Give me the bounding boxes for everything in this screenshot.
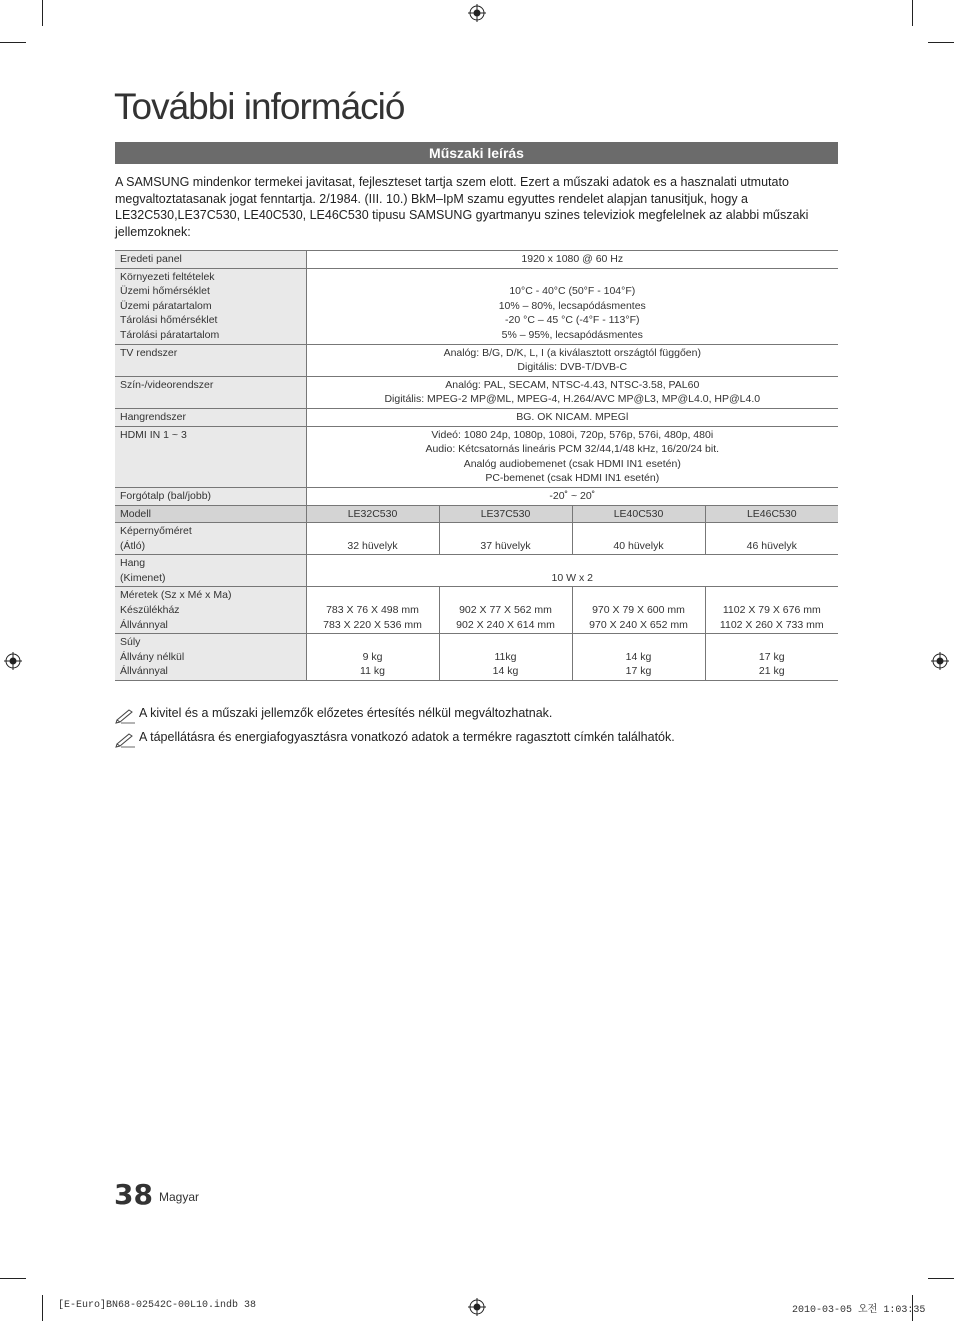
- spec-value: 10 W x 2: [306, 555, 838, 587]
- spec-label: Modell: [115, 505, 306, 523]
- table-row: [115, 523, 838, 555]
- pencil-note-icon: [115, 730, 139, 748]
- spec-label: HDMI IN 1 ~ 3: [115, 426, 306, 487]
- weight-stand: 14 kg: [492, 665, 519, 678]
- weight-body: 14 kg: [625, 650, 652, 663]
- page-number: 38: [114, 1178, 153, 1211]
- crop-mark-top-right-h: [928, 42, 954, 43]
- spec-cell: [306, 587, 439, 634]
- spec-value-line: PC-bemenet (csak HDMI IN1 esetén): [485, 472, 660, 485]
- weight-body: 17 kg: [758, 650, 785, 663]
- model-cell: LE37C530: [439, 505, 572, 523]
- table-row: [115, 555, 838, 587]
- dim-body: 783 X 76 X 498 mm: [326, 604, 419, 617]
- spec-value-line: Videó: 1080 24p, 1080p, 1080i, 720p, 576p, 576i, 480p, 480i: [431, 428, 714, 441]
- spec-value: [306, 426, 838, 487]
- spec-table: [115, 250, 838, 681]
- registration-mark-icon: [931, 652, 949, 670]
- page-title: További információ: [114, 86, 405, 127]
- spec-cell: [572, 634, 705, 681]
- crop-mark-top-left-v: [42, 0, 43, 26]
- spec-label-line: Képernyőméret: [120, 525, 192, 538]
- dim-body: 1102 X 79 X 676 mm: [722, 604, 821, 617]
- spec-cell: [705, 634, 838, 681]
- registration-mark-icon: [4, 652, 22, 670]
- model-cell: LE46C530: [705, 505, 838, 523]
- spec-label: [115, 523, 306, 555]
- spec-label-line: Tárolási páratartalom: [120, 328, 220, 341]
- dim-stand: 1102 X 260 X 733 mm: [719, 618, 824, 631]
- spec-label-line: Állvány nélkül: [120, 650, 185, 663]
- spec-label-line: Hang: [120, 557, 146, 570]
- spec-label-line: Környezeti feltételek: [120, 270, 215, 283]
- crop-mark-bottom-right-h: [928, 1278, 954, 1279]
- dim-stand: 783 X 220 X 536 mm: [323, 618, 422, 631]
- spec-cell: 40 hüvelyk: [572, 523, 705, 555]
- spec-value: 1920 x 1080 @ 60 Hz: [306, 251, 838, 269]
- dim-body: 902 X 77 X 562 mm: [459, 604, 552, 617]
- spec-label: Szín-/videorendszer: [115, 376, 306, 408]
- spec-cell: 46 hüvelyk: [705, 523, 838, 555]
- spec-label-line: Készülékház: [120, 604, 180, 617]
- spec-cell: [572, 587, 705, 634]
- spec-label-line: (Kimenet): [120, 571, 166, 584]
- crop-mark-bottom-left-v: [42, 1295, 43, 1321]
- spec-label: [115, 634, 306, 681]
- intro-paragraph: A SAMSUNG mindenkor termekei javitasat, fejleszteset tartja szem elott. Ezert a műszaki adatok es a hasznalati utmutato megvaltoztatasanak jogat fenntartja. 2/1984. (III. 10.) BkM–IpM szamu egyuttes rendelet alapjan tanusitjuk, hogy a LE32C530,LE37C530, LE40C530, LE46C530 tipusu SAMSUNG gyartmanyu szines televiziok megfelelnek az alabbi műszaki jellemzoknek:: [115, 175, 809, 239]
- spec-value: [306, 344, 838, 376]
- dim-stand: 970 X 240 X 652 mm: [589, 618, 688, 631]
- note-item: [115, 730, 675, 754]
- registration-mark-icon: [468, 1298, 486, 1316]
- spec-label: [115, 555, 306, 587]
- spec-value: [306, 268, 838, 344]
- registration-mark-icon: [468, 4, 486, 22]
- table-row: [115, 344, 838, 376]
- pencil-note-icon: [115, 706, 139, 724]
- crop-mark-bottom-left-h: [0, 1278, 26, 1279]
- dim-body: 970 X 79 X 600 mm: [592, 604, 685, 617]
- spec-cell: 32 hüvelyk: [306, 523, 439, 555]
- spec-cell: [439, 634, 572, 681]
- spec-label-line: Üzemi páratartalom: [120, 299, 212, 312]
- notes: [115, 706, 675, 754]
- spec-label-line: Üzemi hőmérséklet: [120, 285, 210, 298]
- table-row: [115, 268, 838, 344]
- spec-label-line: Állvánnyal: [120, 618, 168, 631]
- spec-value: BG. OK NICAM. MPEGl: [306, 408, 838, 426]
- crop-mark-top-left-h: [0, 42, 26, 43]
- page-language: Magyar: [159, 1190, 200, 1204]
- spec-value-line: Digitális: DVB-T/DVB-C: [517, 361, 628, 374]
- table-row: [115, 426, 838, 487]
- spec-label-line: (Átló): [120, 539, 146, 552]
- weight-stand: 21 kg: [758, 665, 785, 678]
- spec-value-line: 10°C - 40°C (50°F - 104°F): [509, 285, 636, 298]
- weight-body: 11kg: [494, 650, 517, 663]
- spec-label: Eredeti panel: [115, 251, 306, 269]
- spec-value: -20˚ ~ 20˚: [306, 487, 838, 505]
- crop-mark-top-right-v: [912, 0, 913, 26]
- table-row: [115, 505, 838, 523]
- spec-label-line: Tárolási hőmérséklet: [120, 314, 218, 327]
- model-cell: LE32C530: [306, 505, 439, 523]
- table-row: [115, 408, 838, 426]
- spec-value-line: Analóg: B/G, D/K, L, I (a kiválasztott országtól függően): [443, 346, 701, 359]
- spec-value-line: Digitális: MPEG-2 MP@ML, MPEG-4, H.264/AVC MP@L3, MP@L4.0, HP@L4.0: [384, 393, 761, 406]
- dim-stand: 902 X 240 X 614 mm: [456, 618, 555, 631]
- table-row: [115, 587, 838, 634]
- spec-label: TV rendszer: [115, 344, 306, 376]
- note-text: A tápellátásra és energiafogyasztásra vonatkozó adatok a termékre ragasztott címkén találhatók.: [139, 730, 675, 744]
- spec-value: [306, 376, 838, 408]
- spec-cell: [439, 587, 572, 634]
- table-row: [115, 251, 838, 269]
- spec-value-line: 10% – 80%, lecsapódásmentes: [498, 299, 646, 312]
- table-row: [115, 487, 838, 505]
- weight-body: 9 kg: [362, 650, 383, 663]
- spec-label: [115, 268, 306, 344]
- spec-label-line: Méretek (Sz x Mé x Ma): [120, 589, 232, 602]
- print-slug-file: [E-Euro]BN68-02542C-00L10.indb 38: [58, 1300, 257, 1311]
- spec-cell: [306, 634, 439, 681]
- spec-label: [115, 587, 306, 634]
- weight-stand: 11 kg: [360, 665, 385, 678]
- table-row: [115, 634, 838, 681]
- spec-value-line: Analóg: PAL, SECAM, NTSC-4.43, NTSC-3.58, PAL60: [445, 378, 700, 391]
- spec-value-line: Audio: Kétcsatornás lineáris PCM 32/44,1/48 kHz, 16/20/24 bit.: [425, 443, 720, 456]
- table-row: [115, 376, 838, 408]
- weight-stand: 17 kg: [625, 665, 652, 678]
- spec-label-line: Állvánnyal: [120, 665, 168, 678]
- section-title: Műszaki leírás: [115, 142, 838, 164]
- spec-value-line: -20 °C – 45 °C (-4°F - 113°F): [505, 314, 640, 327]
- spec-label: Forgótalp (bal/jobb): [115, 487, 306, 505]
- spec-label-line: Súly: [120, 636, 141, 649]
- spec-cell: 37 hüvelyk: [439, 523, 572, 555]
- model-cell: LE40C530: [572, 505, 705, 523]
- spec-cell: [705, 587, 838, 634]
- spec-value-line: Analóg audiobemenet (csak HDMI IN1 esetén): [463, 457, 681, 470]
- spec-value-line: 5% – 95%, lecsapódásmentes: [501, 328, 643, 341]
- note-text: A kivitel és a műszaki jellemzők előzetes értesítés nélkül megváltozhatnak.: [139, 706, 553, 720]
- spec-label: Hangrendszer: [115, 408, 306, 426]
- print-slug-date: 2010-03-05 오전 1:03:35: [792, 1305, 926, 1316]
- note-item: [115, 706, 675, 730]
